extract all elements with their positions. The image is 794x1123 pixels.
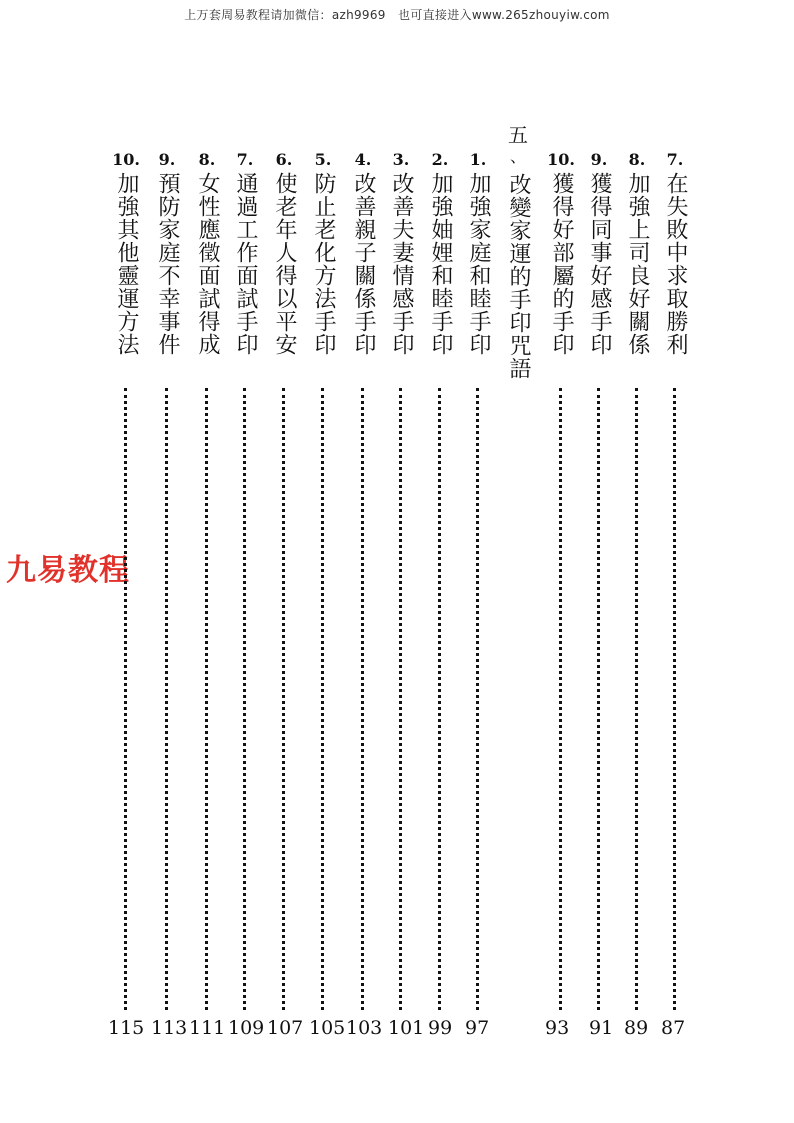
page-number: 91 — [589, 1017, 614, 1039]
entry-title: 在失敗中求取勝利 — [663, 172, 688, 356]
toc-entry[interactable] — [229, 150, 261, 1010]
entry-title: 改善夫妻情感手印 — [389, 172, 414, 356]
page-number: 111 — [189, 1017, 226, 1039]
dot-leader — [635, 388, 638, 1010]
entry-title: 女性應徵面試得成 — [195, 172, 220, 356]
entry-title: 預防家庭不幸事件 — [155, 172, 180, 356]
entry-number: 8. — [198, 150, 216, 169]
entry-number: 10. — [547, 150, 575, 169]
page-number: 97 — [465, 1017, 490, 1039]
toc-entry[interactable] — [307, 150, 339, 1010]
page-number: 93 — [545, 1017, 570, 1039]
toc-entry[interactable] — [191, 150, 223, 1010]
dot-leader — [476, 388, 479, 1010]
entry-number: 5. — [314, 150, 332, 169]
entry-number: 1. — [469, 150, 487, 169]
toc-entry[interactable] — [659, 150, 691, 1010]
dot-leader — [399, 388, 402, 1010]
entry-title: 加強上司良好關係 — [625, 172, 650, 356]
page-number: 99 — [428, 1017, 453, 1039]
dot-leader — [243, 388, 246, 1010]
entry-title: 通過工作面試手印 — [233, 172, 258, 356]
entry-title: 防止老化方法手印 — [311, 172, 336, 356]
entry-title: 加強其他靈運方法 — [114, 172, 139, 356]
entry-number: 7. — [666, 150, 684, 169]
page-number: 109 — [228, 1017, 265, 1039]
page-header-banner: 上万套周易教程请加微信：azh9969 也可直接进入www.265zhouyiw.com — [184, 8, 610, 22]
dot-leader — [205, 388, 208, 1010]
dot-leader — [361, 388, 364, 1010]
toc-entry[interactable] — [110, 150, 142, 1010]
toc-section-heading[interactable] — [502, 125, 534, 415]
page-number: 115 — [108, 1017, 145, 1039]
dot-leader — [559, 388, 562, 1010]
dot-leader — [124, 388, 127, 1010]
dot-leader — [282, 388, 285, 1010]
entry-title: 獲得同事好感手印 — [587, 172, 612, 356]
page-number: 89 — [624, 1017, 649, 1039]
entry-title: 加強妯娌和睦手印 — [428, 172, 453, 356]
entry-number: 9. — [590, 150, 608, 169]
toc-entry[interactable] — [385, 150, 417, 1010]
entry-number: 8. — [628, 150, 646, 169]
dot-leader — [673, 388, 676, 1010]
section-number: 五 — [508, 123, 528, 147]
entry-number: 7. — [236, 150, 254, 169]
toc-entry[interactable] — [424, 150, 456, 1010]
entry-title: 加強家庭和睦手印 — [466, 172, 491, 356]
entry-number: 10. — [112, 150, 140, 169]
dot-leader — [597, 388, 600, 1010]
toc-entry[interactable] — [583, 150, 615, 1010]
section-title: 改變家運的手印咒語 — [506, 173, 531, 380]
entry-title: 獲得好部屬的手印 — [549, 172, 574, 356]
dot-leader — [438, 388, 441, 1010]
toc-entry[interactable] — [621, 150, 653, 1010]
entry-number: 3. — [392, 150, 410, 169]
entry-number: 9. — [158, 150, 176, 169]
watermark-logo: 九易教程 — [6, 553, 130, 588]
toc-entry[interactable] — [462, 150, 494, 1010]
page-number: 113 — [151, 1017, 188, 1039]
toc-entry[interactable] — [545, 150, 577, 1010]
entry-number: 2. — [431, 150, 449, 169]
dot-leader — [321, 388, 324, 1010]
page-number: 103 — [346, 1017, 383, 1039]
page-number: 87 — [661, 1017, 686, 1039]
toc-entry[interactable] — [151, 150, 183, 1010]
entry-number: 6. — [275, 150, 293, 169]
page-number: 105 — [309, 1017, 346, 1039]
page-number: 107 — [267, 1017, 304, 1039]
page-number: 101 — [388, 1017, 425, 1039]
toc-entry[interactable] — [347, 150, 379, 1010]
section-separator: 、 — [509, 147, 526, 166]
entry-title: 改善親子關係手印 — [351, 172, 376, 356]
toc-entry[interactable] — [268, 150, 300, 1010]
entry-number: 4. — [354, 150, 372, 169]
dot-leader — [165, 388, 168, 1010]
entry-title: 使老年人得以平安 — [272, 172, 297, 356]
